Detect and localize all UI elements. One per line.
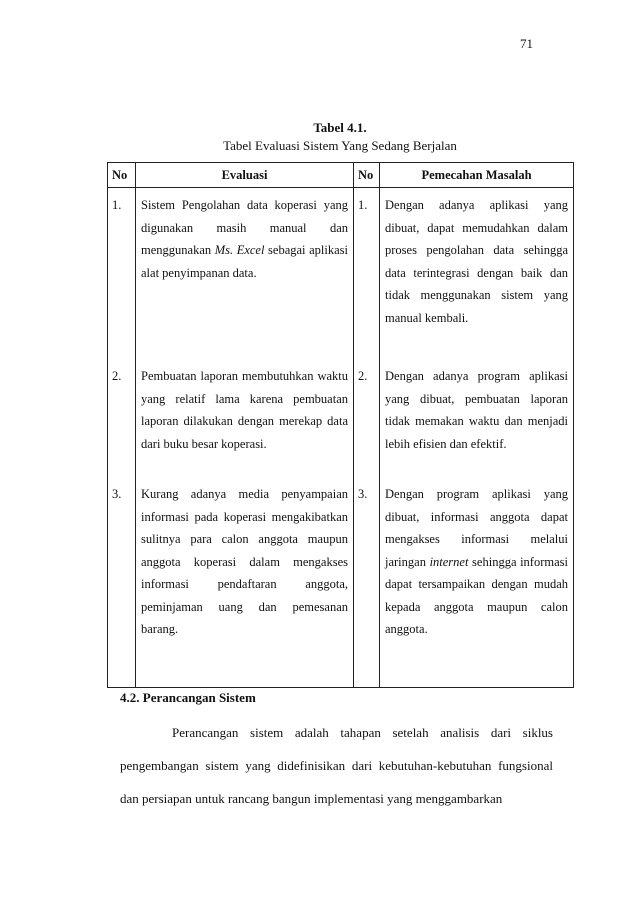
header-evaluasi: Evaluasi [136, 163, 354, 188]
row-number-left: 1. [108, 188, 136, 360]
evaluasi-cell [136, 477, 354, 688]
evaluation-table [107, 162, 574, 688]
header-no-left: No [108, 163, 136, 188]
evaluasi-text: sebagai aplikasi alat penyimpanan data. [141, 243, 348, 280]
row-number-right: 3. [354, 477, 380, 688]
pemecahan-text: sehingga informasi dapat tersampaikan dengan mudah kepada anggota maupun calon anggota. [385, 554, 568, 636]
row-number-right: 1. [354, 188, 380, 360]
table-row [108, 188, 574, 360]
pemecahan-cell [380, 477, 574, 688]
pemecahan-text: Dengan program aplikasi yang dibuat, informasi anggota dapat mengakses informasi melalui jaringan [385, 487, 568, 569]
row-number-left: 3. [108, 477, 136, 688]
table-header-row [108, 163, 574, 188]
header-pemecahan: Pemecahan Masalah [380, 163, 574, 188]
pemecahan-text: Dengan adanya aplikasi yang dibuat, dapat memudahkan dalam proses pengolahan data sehingga data terintegrasi dengan baik dan tidak menggunakan sistem yang manual kembali. [385, 198, 568, 325]
pemecahan-cell [380, 359, 574, 477]
evaluasi-text: Pembuatan laporan membutuhkan waktu yang relatif lama karena pembuatan laporan dilakukan dengan merekap data dari buku besar koperasi. [141, 369, 348, 451]
evaluasi-cell [136, 359, 354, 477]
table-row [108, 359, 574, 477]
pemecahan-cell [380, 188, 574, 360]
pemecahan-text: Dengan adanya program aplikasi yang dibuat, pembuatan laporan tidak memakan waktu dan menjadi lebih efisien dan efektif. [385, 369, 568, 451]
table-caption-subtitle: Tabel Evaluasi Sistem Yang Sedang Berjalan [223, 138, 457, 153]
evaluasi-cell [136, 188, 354, 360]
row-number-right: 2. [354, 359, 380, 477]
table-row [108, 477, 574, 688]
evaluasi-italic: Ms. Excel [214, 243, 265, 257]
evaluasi-text: Sistem Pengolahan data koperasi yang digunakan masih manual dan menggunakan [141, 198, 348, 257]
paragraph-text: Perancangan sistem adalah tahapan setelah analisis dari siklus pengembangan sistem yang didefinisikan dari kebutuhan-kebutuhan fungsional dan persiapan untuk rancang bangun implementasi yang menggambarkan [120, 725, 553, 806]
table-caption-title: Tabel 4.1. [313, 120, 367, 135]
evaluasi-text: Kurang adanya media penyampaian informasi pada koperasi mengakibatkan sulitnya para calon anggota maupun anggota koperasi dalam mengakses informasi pendaftaran anggota, peminjaman uang dan pemesanan barang. [141, 487, 348, 636]
pemecahan-italic: internet [429, 554, 469, 569]
section-heading: 4.2. Perancangan Sistem [120, 690, 256, 705]
header-no-right: No [354, 163, 380, 188]
section-paragraph [120, 716, 553, 815]
row-number-left: 2. [108, 359, 136, 477]
page-number: 71 [520, 36, 533, 51]
